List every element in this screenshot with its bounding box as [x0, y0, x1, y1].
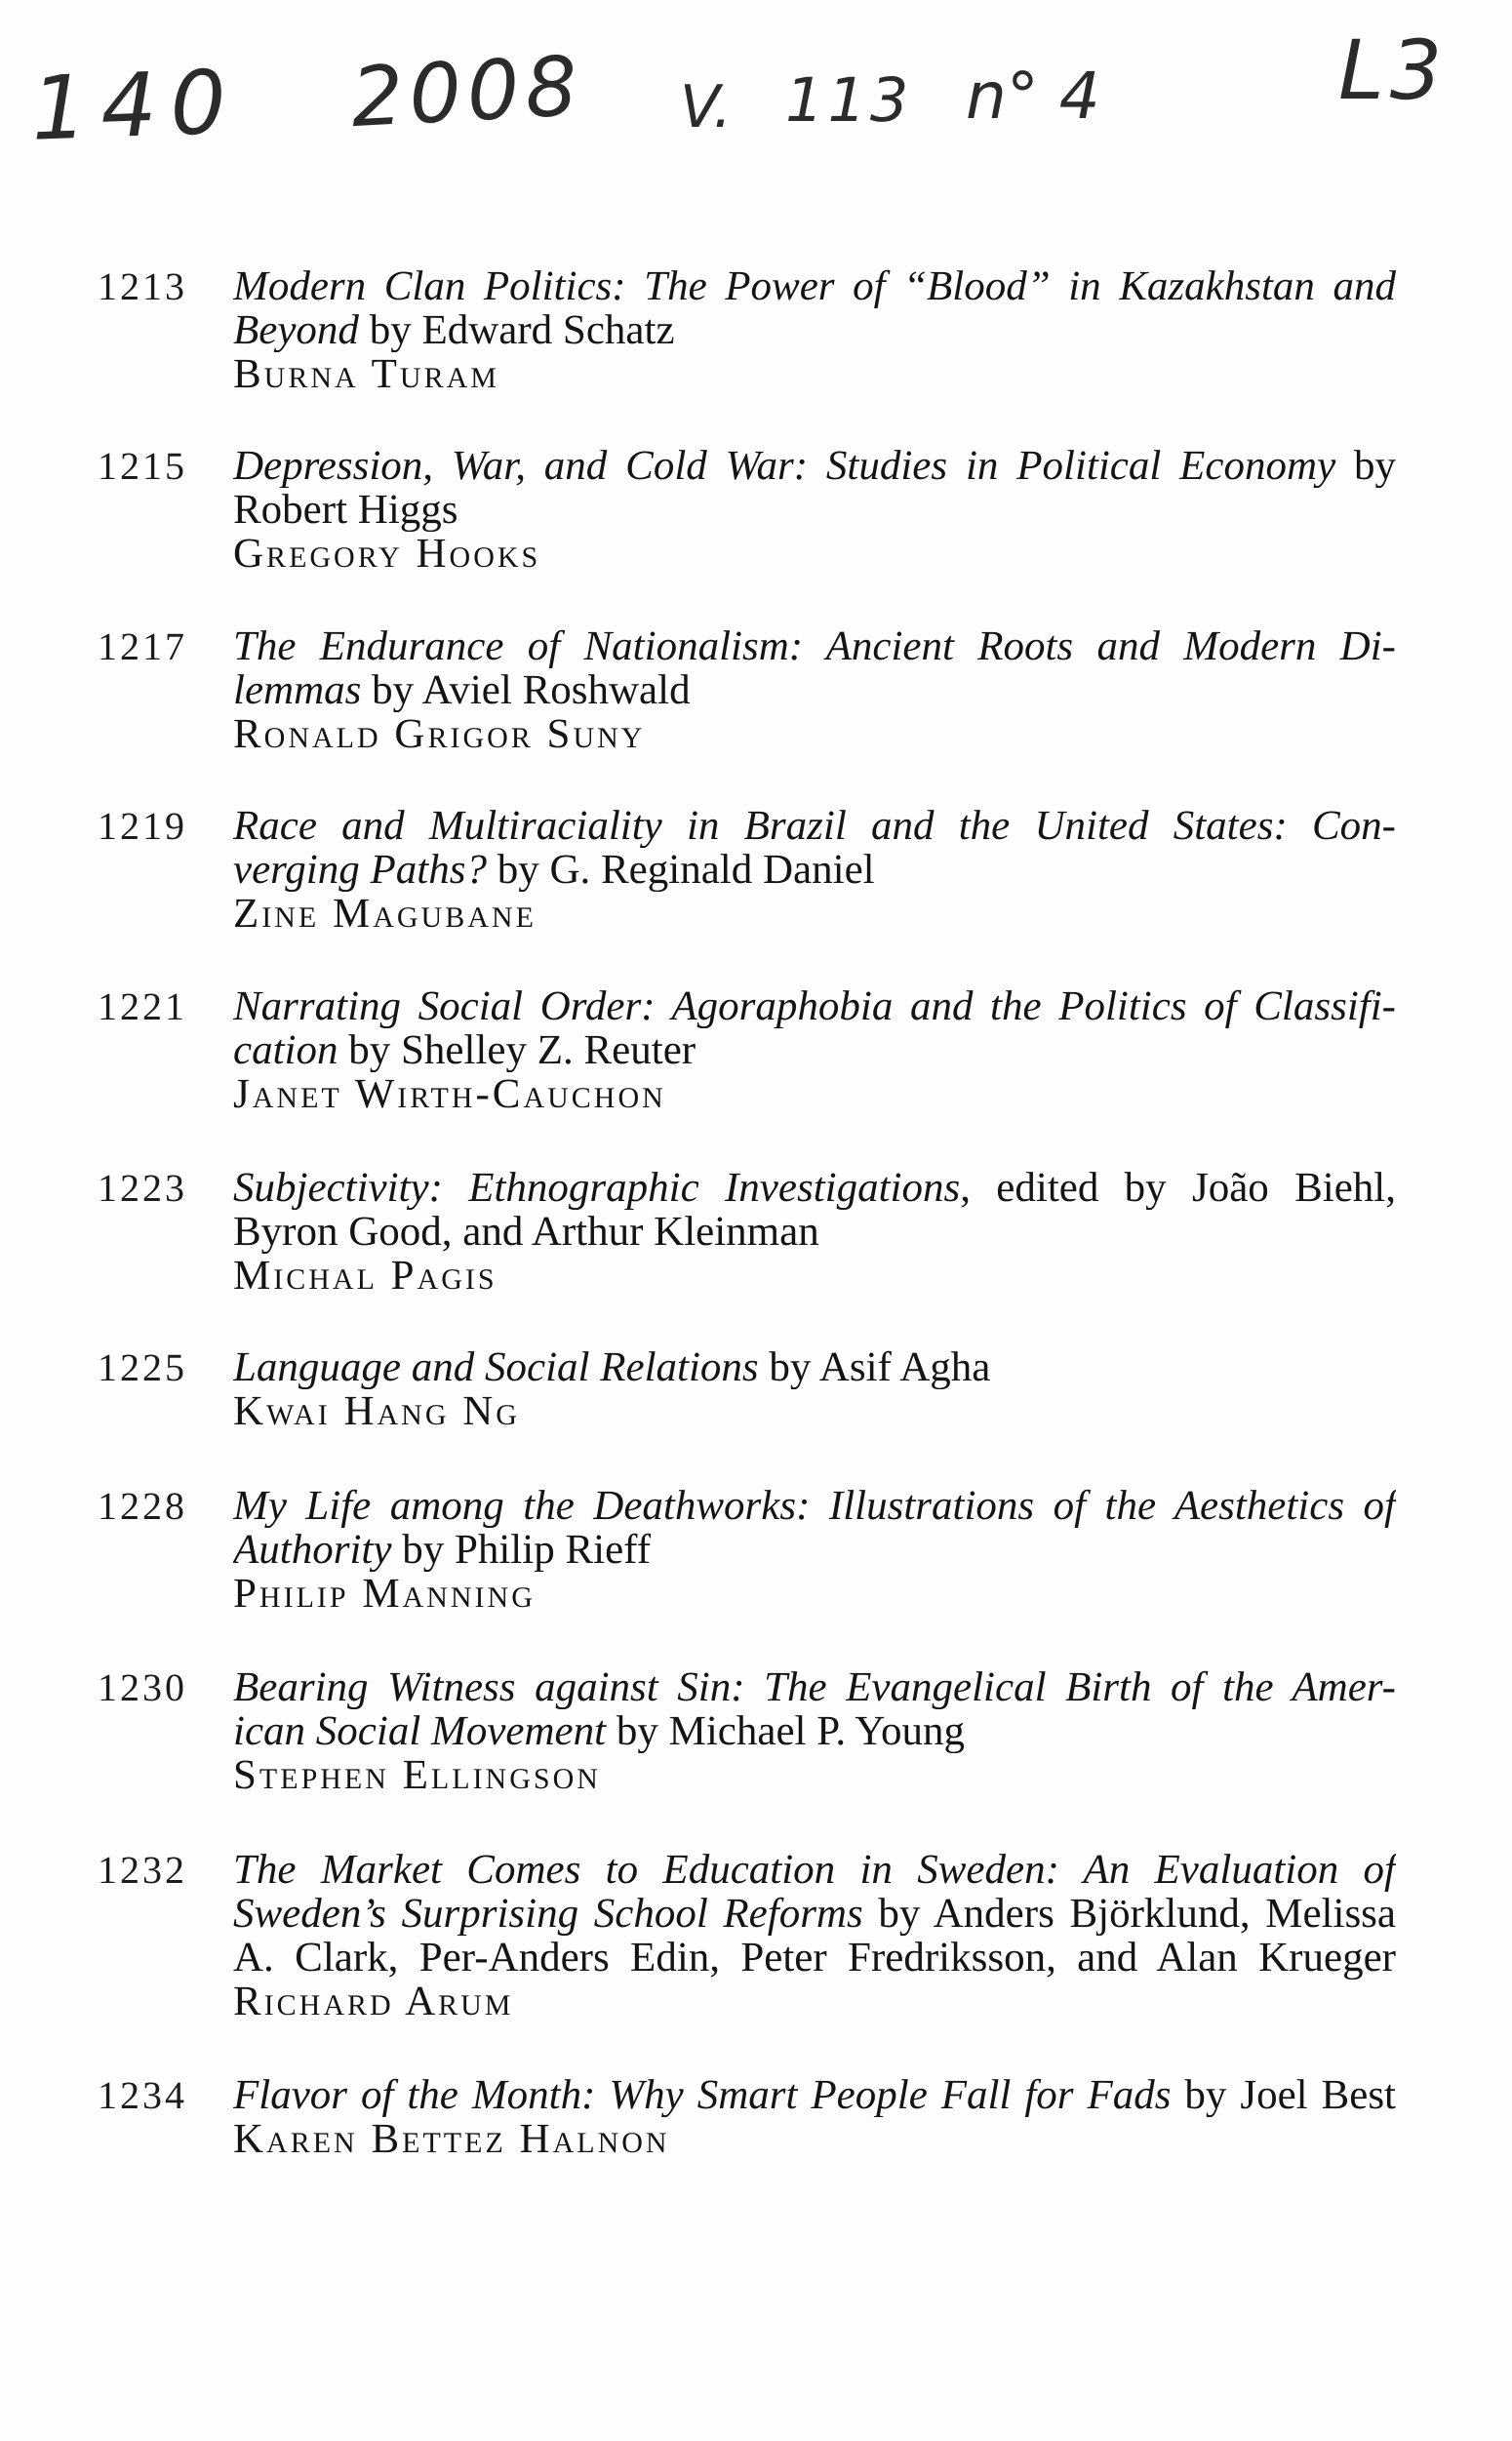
- title-text: Modern Clan Politics: The Power of “Blood” in Kazakhstan and: [233, 264, 1396, 308]
- reviewer-name: Burna Turam: [233, 352, 499, 396]
- title-line: [233, 1936, 1396, 1980]
- title-text: Race and Multiraciality in Brazil and the United States: Con-: [233, 804, 1396, 848]
- title-line: [233, 1892, 1396, 1936]
- title-text: Narrating Social Order: Agoraphobia and the Politics of Classifi-: [233, 984, 1396, 1028]
- reviewer-name: Richard Arum: [233, 1980, 514, 2023]
- byline-text: by Asif Agha: [758, 1345, 991, 1389]
- byline-text: , edited by João Biehl,: [960, 1166, 1396, 1210]
- entry-text: [233, 1848, 1396, 2023]
- title-line: [233, 1210, 1396, 1254]
- title-text: Beyond: [233, 308, 359, 352]
- title-line: [233, 488, 1396, 532]
- entry-text: [233, 1345, 1396, 1433]
- reviewer-name: Ronald Grigor Suny: [233, 712, 646, 756]
- byline-text: by Edward Schatz: [358, 308, 675, 352]
- page-number: 1219: [98, 804, 187, 848]
- page-number: 1215: [98, 444, 187, 488]
- reviewer-name: Stephen Ellingson: [233, 1753, 601, 1797]
- reviewer-name: Gregory Hooks: [233, 532, 541, 576]
- title-text: Subjectivity: Ethnographic Investigations: [233, 1166, 961, 1210]
- title-text: Bearing Witness against Sin: The Evangelical Birth of the Amer-: [233, 1665, 1396, 1709]
- title-text: Sweden’s Surprising School Reforms: [233, 1892, 863, 1936]
- title-line: [233, 848, 1396, 892]
- byline-text: Byron Good, and Arthur Kleinman: [233, 1210, 819, 1254]
- title-text: Language and Social Relations: [233, 1345, 759, 1389]
- title-line: [233, 668, 1396, 712]
- byline-text: by G. Reginald Daniel: [486, 848, 875, 892]
- handwritten-number: 140: [29, 51, 242, 161]
- entry-text: [233, 624, 1396, 756]
- title-text: The Market Comes to Education in Sweden: An Evaluation of: [233, 1848, 1396, 1892]
- title-line: [233, 444, 1396, 488]
- byline-text: by Aviel Roshwald: [361, 668, 691, 712]
- page-number: 1228: [98, 1484, 187, 1528]
- title-line: [233, 1709, 1396, 1753]
- handwritten-call-number: [0, 0, 1512, 195]
- reviewer-name: Michal Pagis: [233, 1254, 497, 1298]
- reviewer-name: Karen Bettez Halnon: [233, 2117, 670, 2161]
- title-text: The Endurance of Nationalism: Ancient Roots and Modern Di-: [233, 624, 1396, 668]
- title-text: Depression, War, and Cold War: Studies in Political Economy: [233, 444, 1336, 488]
- byline-text: by Shelley Z. Reuter: [338, 1028, 696, 1072]
- title-text: Authority: [233, 1528, 392, 1572]
- handwritten-issue-number: n° 4: [966, 59, 1100, 134]
- page-number: 1213: [98, 264, 187, 308]
- title-line: [233, 804, 1396, 848]
- byline-text: by Michael P. Young: [606, 1709, 966, 1753]
- handwritten-year: 2008: [348, 37, 586, 146]
- byline-text: by Anders Björklund, Melissa: [862, 1892, 1396, 1936]
- title-line: [233, 1166, 1396, 1210]
- entry-text: [233, 2073, 1396, 2161]
- title-text: verging Paths?: [233, 848, 487, 892]
- title-line: [233, 308, 1396, 352]
- page-number: 1223: [98, 1166, 187, 1210]
- title-line: [233, 1484, 1396, 1528]
- page-number: 1217: [98, 624, 187, 668]
- entry-text: [233, 264, 1396, 396]
- title-line: [233, 984, 1396, 1028]
- byline-text: by Joel Best: [1171, 2073, 1396, 2117]
- handwritten-shelf-mark: L3: [1338, 22, 1449, 118]
- title-text: My Life among the Deathworks: Illustrations of the Aesthetics of: [233, 1484, 1396, 1528]
- page-number: 1221: [98, 984, 187, 1028]
- entry-text: [233, 1166, 1396, 1298]
- entry-text: [233, 1484, 1396, 1616]
- page-number: 1234: [98, 2073, 187, 2117]
- title-text: ican Social Movement: [233, 1709, 607, 1753]
- reviewer-name: Philip Manning: [233, 1572, 536, 1616]
- page-number: 1225: [98, 1345, 187, 1389]
- byline-text: by Philip Rieff: [391, 1528, 652, 1572]
- title-line: [233, 1848, 1396, 1892]
- title-text: Flavor of the Month: Why Smart People Fall for Fads: [233, 2073, 1172, 2117]
- reviewer-name: Janet Wirth-Cauchon: [233, 1072, 666, 1116]
- page-number: 1230: [98, 1665, 187, 1709]
- title-line: [233, 624, 1396, 668]
- entry-text: [233, 984, 1396, 1116]
- title-line: [233, 1665, 1396, 1709]
- entry-text: [233, 1665, 1396, 1797]
- entry-text: [233, 804, 1396, 936]
- reviewer-name: Zine Magubane: [233, 892, 537, 936]
- title-line: [233, 264, 1396, 308]
- title-line: [233, 1028, 1396, 1072]
- entry-text: [233, 444, 1396, 576]
- handwritten-volume-label: V.: [680, 73, 733, 141]
- title-text: lemmas: [233, 668, 362, 712]
- byline-text: by: [1335, 444, 1396, 488]
- title-line: [233, 1345, 1396, 1389]
- byline-text: Robert Higgs: [233, 488, 458, 532]
- byline-text: A. Clark, Per-Anders Edin, Peter Fredriksson, and Alan Krueger: [233, 1936, 1396, 1980]
- title-line: [233, 1528, 1396, 1572]
- title-line: [233, 2073, 1396, 2117]
- page-number: 1232: [98, 1848, 187, 1892]
- handwritten-volume-number: 113: [785, 64, 913, 136]
- title-text: cation: [233, 1028, 338, 1072]
- reviewer-name: Kwai Hang Ng: [233, 1389, 520, 1433]
